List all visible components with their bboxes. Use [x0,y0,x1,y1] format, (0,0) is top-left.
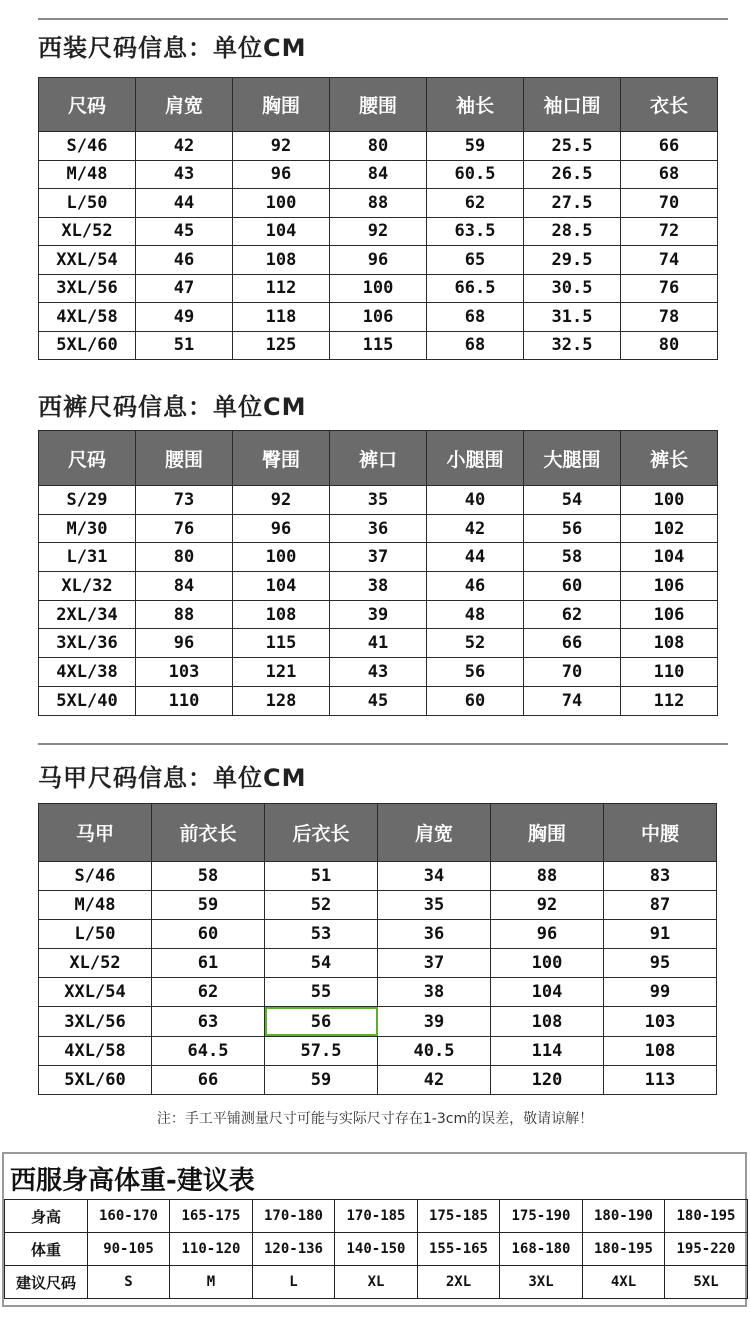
table-cell: 92 [233,486,330,515]
table-cell: 56 [524,514,621,543]
table-cell: 58 [524,543,621,572]
table-cell: 195-220 [665,1233,748,1266]
table-cell: 110-120 [170,1233,253,1266]
table-cell: 100 [330,274,427,303]
table-cell: 42 [136,132,233,161]
table-cell: 92 [233,132,330,161]
table-cell: 35 [378,891,491,920]
table-cell: 84 [136,572,233,601]
table-cell: 102 [621,514,718,543]
table-cell: 92 [330,217,427,246]
selected-cell: 56 [265,1007,378,1036]
column-header: 腰围 [136,431,233,486]
table-cell: 43 [136,160,233,189]
table-cell: 36 [378,920,491,949]
row-label-cell: XL/32 [39,572,136,601]
table-cell: 90-105 [88,1233,170,1266]
table-row [39,949,717,978]
column-header: 肩宽 [136,78,233,132]
row-label-cell: M/48 [39,891,152,920]
row-label-cell: 4XL/58 [39,1036,152,1065]
table-cell: 118 [233,303,330,332]
table-cell: 80 [621,331,718,360]
table-cell: 40 [427,486,524,515]
table-cell: 66 [152,1065,265,1094]
table-cell: 54 [265,949,378,978]
table-row [39,189,718,218]
table-row [39,978,717,1007]
row-label-cell: 建议尺码 [5,1266,88,1299]
divider [38,743,728,745]
table-cell: 42 [427,514,524,543]
table-cell: 63.5 [427,217,524,246]
table-cell: 108 [621,629,718,658]
recommend-table [4,1199,748,1299]
table-cell: 58 [152,862,265,891]
table-cell: 59 [427,132,524,161]
column-header: 后衣长 [265,804,378,862]
table-cell: 170-185 [335,1200,418,1233]
table-cell: 104 [233,217,330,246]
table-cell: 96 [330,246,427,275]
vest-size-table [38,803,717,1095]
table-cell: 51 [265,862,378,891]
table-cell: 112 [233,274,330,303]
table-row [39,572,718,601]
table-row [39,1007,717,1036]
table-cell: 108 [233,246,330,275]
table-cell: 73 [136,486,233,515]
table-cell: 42 [378,1065,491,1094]
table-cell: 56 [427,658,524,687]
row-label-cell: 5XL/60 [39,331,136,360]
row-label-cell: 3XL/56 [39,1007,152,1036]
table-row [39,1065,717,1094]
row-label-cell: 体重 [5,1233,88,1266]
pants-section-title: 西裤尺码信息：单位CM [38,393,307,421]
table-cell: 140-150 [335,1233,418,1266]
table-cell: 29.5 [524,246,621,275]
table-cell: 38 [378,978,491,1007]
table-cell: 128 [233,686,330,715]
table-cell: 80 [330,132,427,161]
row-label-cell: 4XL/58 [39,303,136,332]
table-cell: 100 [491,949,604,978]
table-cell: 5XL [665,1266,748,1299]
table-row [5,1266,748,1299]
recommend-title: 西服身高体重-建议表 [10,1166,255,1196]
column-header: 尺码 [39,431,136,486]
table-cell: 160-170 [88,1200,170,1233]
table-cell: 38 [330,572,427,601]
table-cell: 44 [427,543,524,572]
table-cell: 180-195 [665,1200,748,1233]
table-cell: 65 [427,246,524,275]
table-row [39,486,718,515]
table-cell: 48 [427,600,524,629]
table-cell: 99 [604,978,717,1007]
table-cell: 27.5 [524,189,621,218]
table-cell: 114 [491,1036,604,1065]
column-header: 小腿围 [427,431,524,486]
table-cell: 57.5 [265,1036,378,1065]
column-header: 中腰 [604,804,717,862]
table-cell: 39 [330,600,427,629]
table-cell: 100 [233,189,330,218]
table-cell: 2XL [418,1266,500,1299]
column-header: 衣长 [621,78,718,132]
table-cell: 106 [330,303,427,332]
table-cell: 80 [136,543,233,572]
table-row [39,132,718,161]
table-cell: 106 [621,572,718,601]
table-cell: 36 [330,514,427,543]
table-cell: 96 [136,629,233,658]
table-cell: 91 [604,920,717,949]
table-cell: 74 [621,246,718,275]
measurement-note: 注：手工平铺测量尺寸可能与实际尺寸存在1-3cm的误差，敬请谅解！ [156,1111,594,1127]
suit-section-title: 西装尺码信息：单位CM [38,34,307,62]
table-row [39,514,718,543]
table-row [39,658,718,687]
table-header-row [39,431,718,486]
table-cell: 103 [604,1007,717,1036]
suit-size-table [38,77,718,360]
table-cell: 31.5 [524,303,621,332]
table-cell: 76 [621,274,718,303]
table-cell: 39 [378,1007,491,1036]
table-cell: 106 [621,600,718,629]
table-cell: 168-180 [500,1233,583,1266]
row-label-cell: XXL/54 [39,246,136,275]
table-cell: 110 [136,686,233,715]
table-cell: 28.5 [524,217,621,246]
table-cell: 55 [265,978,378,1007]
table-cell: 104 [233,572,330,601]
table-cell: 25.5 [524,132,621,161]
table-cell: 53 [265,920,378,949]
table-cell: 40.5 [378,1036,491,1065]
column-header: 腰围 [330,78,427,132]
table-cell: 103 [136,658,233,687]
row-label-cell: XXL/54 [39,978,152,1007]
table-cell: S [88,1266,170,1299]
table-cell: 84 [330,160,427,189]
table-cell: 180-195 [583,1233,665,1266]
table-cell: 78 [621,303,718,332]
table-cell: 155-165 [418,1233,500,1266]
table-cell: 60 [524,572,621,601]
table-cell: 60 [427,686,524,715]
table-cell: 121 [233,658,330,687]
table-cell: 108 [491,1007,604,1036]
table-cell: 60.5 [427,160,524,189]
table-cell: 52 [427,629,524,658]
table-cell: 51 [136,331,233,360]
column-header: 裤长 [621,431,718,486]
table-row [39,920,717,949]
row-label-cell: 4XL/38 [39,658,136,687]
vest-table-body [39,862,717,1095]
table-row [39,629,718,658]
table-row [39,891,717,920]
divider [38,18,728,20]
table-cell: 70 [621,189,718,218]
table-cell: 37 [330,543,427,572]
table-row [39,1036,717,1065]
table-cell: 120 [491,1065,604,1094]
table-cell: 44 [136,189,233,218]
table-cell: 68 [427,303,524,332]
table-cell: 35 [330,486,427,515]
table-cell: 46 [136,246,233,275]
table-cell: 46 [427,572,524,601]
pants-table-body [39,486,718,716]
table-cell: 30.5 [524,274,621,303]
table-header-row [39,804,717,862]
row-label-cell: L/50 [39,189,136,218]
table-cell: 110 [621,658,718,687]
table-row [39,862,717,891]
table-cell: 108 [604,1036,717,1065]
table-cell: 34 [378,862,491,891]
table-row [39,331,718,360]
column-header: 前衣长 [152,804,265,862]
table-cell: 47 [136,274,233,303]
column-header: 胸围 [233,78,330,132]
vest-section-title: 马甲尺码信息：单位CM [38,764,307,792]
table-cell: 60 [152,920,265,949]
column-header: 袖长 [427,78,524,132]
table-cell: 49 [136,303,233,332]
table-cell: 96 [233,514,330,543]
row-label-cell: S/46 [39,862,152,891]
pants-size-table [38,430,718,716]
table-cell: 68 [621,160,718,189]
row-label-cell: S/29 [39,486,136,515]
table-row [39,246,718,275]
table-cell: 41 [330,629,427,658]
table-cell: 37 [378,949,491,978]
table-cell: 4XL [583,1266,665,1299]
table-cell: 3XL [500,1266,583,1299]
table-cell: 54 [524,486,621,515]
suit-table-body [39,132,718,360]
row-label-cell: XL/52 [39,217,136,246]
table-cell: 113 [604,1065,717,1094]
table-cell: 100 [233,543,330,572]
column-header: 大腿围 [524,431,621,486]
table-cell: 175-185 [418,1200,500,1233]
table-header-row [39,78,718,132]
table-row [39,217,718,246]
row-label-cell: 身高 [5,1200,88,1233]
table-cell: 32.5 [524,331,621,360]
table-cell: 62 [524,600,621,629]
table-cell: L [253,1266,335,1299]
table-cell: 175-190 [500,1200,583,1233]
table-cell: 112 [621,686,718,715]
table-cell: 87 [604,891,717,920]
table-row [39,274,718,303]
table-cell: 88 [330,189,427,218]
table-cell: 83 [604,862,717,891]
table-cell: 26.5 [524,160,621,189]
recommend-table-body [5,1200,748,1299]
table-cell: 45 [330,686,427,715]
column-header: 肩宽 [378,804,491,862]
column-header: 尺码 [39,78,136,132]
table-cell: 108 [233,600,330,629]
column-header: 胸围 [491,804,604,862]
table-cell: XL [335,1266,418,1299]
table-cell: 100 [621,486,718,515]
table-cell: 115 [330,331,427,360]
table-cell: 62 [427,189,524,218]
table-cell: 76 [136,514,233,543]
table-cell: 64.5 [152,1036,265,1065]
table-cell: 43 [330,658,427,687]
table-cell: 59 [152,891,265,920]
table-cell: 59 [265,1065,378,1094]
table-row [5,1200,748,1233]
table-cell: 72 [621,217,718,246]
table-row [39,543,718,572]
table-cell: 88 [491,862,604,891]
table-cell: 104 [621,543,718,572]
table-cell: 61 [152,949,265,978]
table-cell: 95 [604,949,717,978]
row-label-cell: M/48 [39,160,136,189]
table-cell: 104 [491,978,604,1007]
row-label-cell: 3XL/56 [39,274,136,303]
table-cell: 63 [152,1007,265,1036]
table-cell: 52 [265,891,378,920]
table-row [39,600,718,629]
table-cell: M [170,1266,253,1299]
row-label-cell: M/30 [39,514,136,543]
table-row [39,686,718,715]
row-label-cell: S/46 [39,132,136,161]
row-label-cell: 3XL/36 [39,629,136,658]
column-header: 袖口围 [524,78,621,132]
table-cell: 125 [233,331,330,360]
table-cell: 70 [524,658,621,687]
table-row [39,303,718,332]
table-cell: 92 [491,891,604,920]
table-cell: 165-175 [170,1200,253,1233]
table-cell: 45 [136,217,233,246]
table-cell: 68 [427,331,524,360]
column-header: 马甲 [39,804,152,862]
table-cell: 88 [136,600,233,629]
table-row [5,1233,748,1266]
table-cell: 66 [524,629,621,658]
row-label-cell: L/50 [39,920,152,949]
table-cell: 120-136 [253,1233,335,1266]
row-label-cell: 5XL/40 [39,686,136,715]
table-cell: 170-180 [253,1200,335,1233]
column-header: 裤口 [330,431,427,486]
row-label-cell: XL/52 [39,949,152,978]
row-label-cell: 5XL/60 [39,1065,152,1094]
row-label-cell: L/31 [39,543,136,572]
table-row [39,160,718,189]
table-cell: 115 [233,629,330,658]
table-cell: 96 [233,160,330,189]
column-header: 臀围 [233,431,330,486]
table-cell: 66 [621,132,718,161]
table-cell: 96 [491,920,604,949]
table-cell: 180-190 [583,1200,665,1233]
row-label-cell: 2XL/34 [39,600,136,629]
table-cell: 66.5 [427,274,524,303]
table-cell: 62 [152,978,265,1007]
table-cell: 74 [524,686,621,715]
